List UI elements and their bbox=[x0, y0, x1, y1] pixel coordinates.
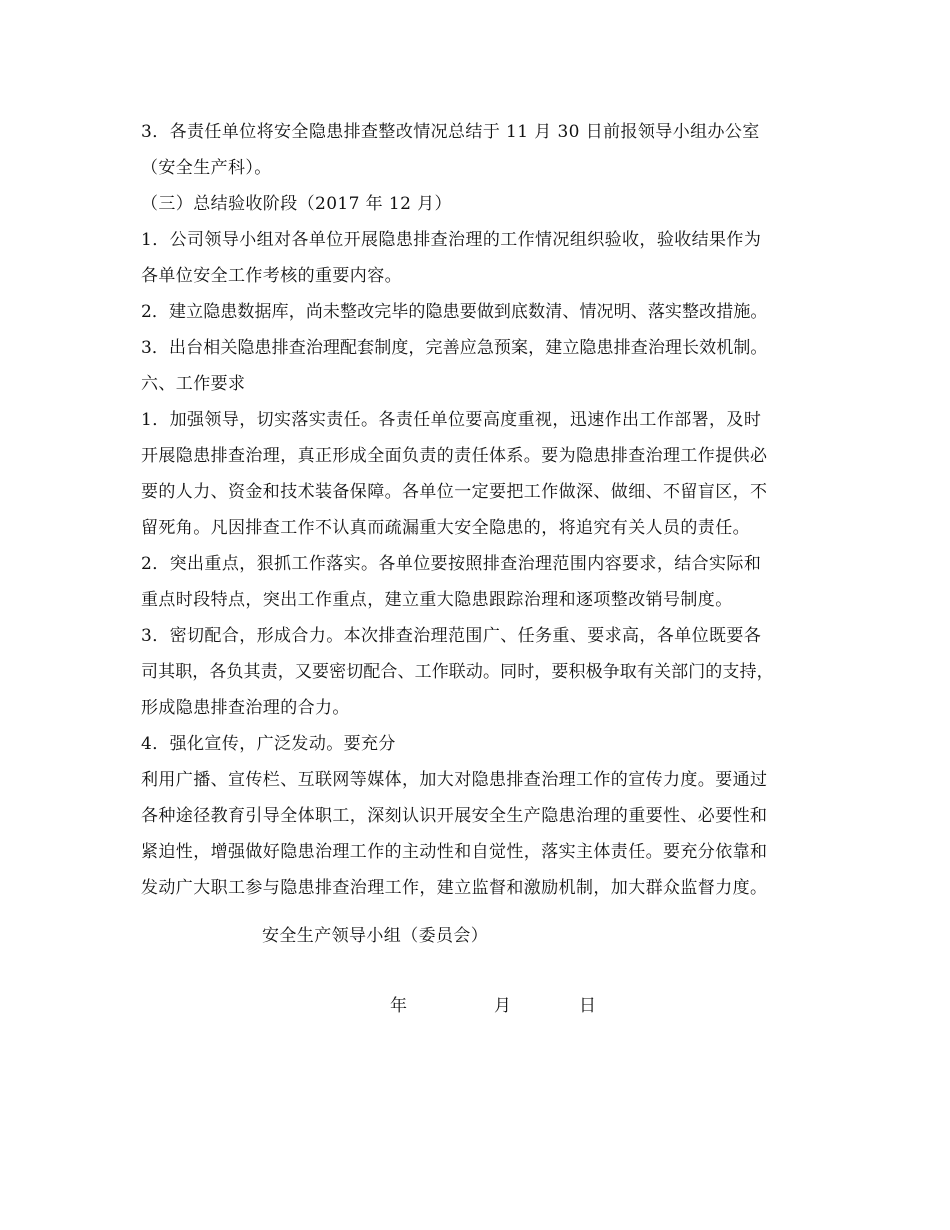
text-line-13: 2．突出重点，狠抓工作落实。各单位要按照排查治理范围内容要求，结合实际和 bbox=[141, 554, 762, 574]
text-line-16: 司其职，各负其责，又要密切配合、工作联动。同时，要积极争取有关部门的支持， bbox=[141, 662, 774, 682]
text-line-18: 4．强化宣传，广泛发动。要充分 bbox=[141, 734, 396, 754]
text-line-12: 留死角。凡因排查工作不认真而疏漏重大安全隐患的，将追究有关人员的责任。 bbox=[141, 518, 750, 538]
text-line-2: （安全生产科）。 bbox=[141, 158, 272, 178]
text-line-15: 3．密切配合，形成合力。本次排查治理范围广、任务重、要求高，各单位既要各 bbox=[141, 626, 762, 646]
signature-committee: 安全生产领导小组（委员会） bbox=[262, 926, 489, 946]
section-heading-work-requirements: 六、工作要求 bbox=[141, 374, 246, 394]
text-line-7: 3．出台相关隐患排查治理配套制度，完善应急预案，建立隐患排查治理长效机制。 bbox=[141, 338, 768, 358]
section-heading-summary-stage: （三）总结验收阶段（2017 年 12 月） bbox=[141, 194, 452, 214]
text-line-19: 利用广播、宣传栏、互联网等媒体，加大对隐患排查治理工作的宣传力度。要通过 bbox=[141, 770, 768, 790]
document-body bbox=[141, 114, 813, 906]
text-line-21: 紧迫性，增强做好隐患治理工作的主动性和自觉性，落实主体责任。要充分依靠和 bbox=[141, 842, 768, 862]
text-line-14: 重点时段特点，突出工作重点，建立重大隐患跟踪治理和逐项整改销号制度。 bbox=[141, 590, 733, 610]
text-line-9: 1．加强领导，切实落实责任。各责任单位要高度重视，迅速作出工作部署，及时 bbox=[141, 410, 762, 430]
text-line-20: 各种途径教育引导全体职工，深刻认识开展安全生产隐患治理的重要性、必要性和 bbox=[141, 806, 768, 826]
date-year-label: 年 bbox=[390, 996, 407, 1016]
text-line-6: 2．建立隐患数据库，尚未整改完毕的隐患要做到底数清、情况明、落实整改措施。 bbox=[141, 302, 768, 322]
text-line-4: 1．公司领导小组对各单位开展隐患排查治理的工作情况组织验收，验收结果作为 bbox=[141, 230, 762, 250]
text-line-22: 发动广大职工参与隐患排查治理工作，建立监督和激励机制，加大群众监督力度。 bbox=[141, 878, 768, 898]
text-line-10: 开展隐患排查治理，真正形成全面负责的责任体系。要为隐患排查治理工作提供必 bbox=[141, 446, 768, 466]
text-line-17: 形成隐患排查治理的合力。 bbox=[141, 698, 350, 718]
text-line-5: 各单位安全工作考核的重要内容。 bbox=[141, 266, 402, 286]
text-line-1: 3．各责任单位将安全隐患排查整改情况总结于 11 月 30 日前报领导小组办公室 bbox=[141, 122, 760, 142]
date-day-label: 日 bbox=[579, 996, 596, 1016]
text-line-11: 要的人力、资金和技术装备保障。各单位一定要把工作做深、做细、不留盲区，不 bbox=[141, 482, 768, 502]
date-month-label: 月 bbox=[494, 996, 511, 1016]
